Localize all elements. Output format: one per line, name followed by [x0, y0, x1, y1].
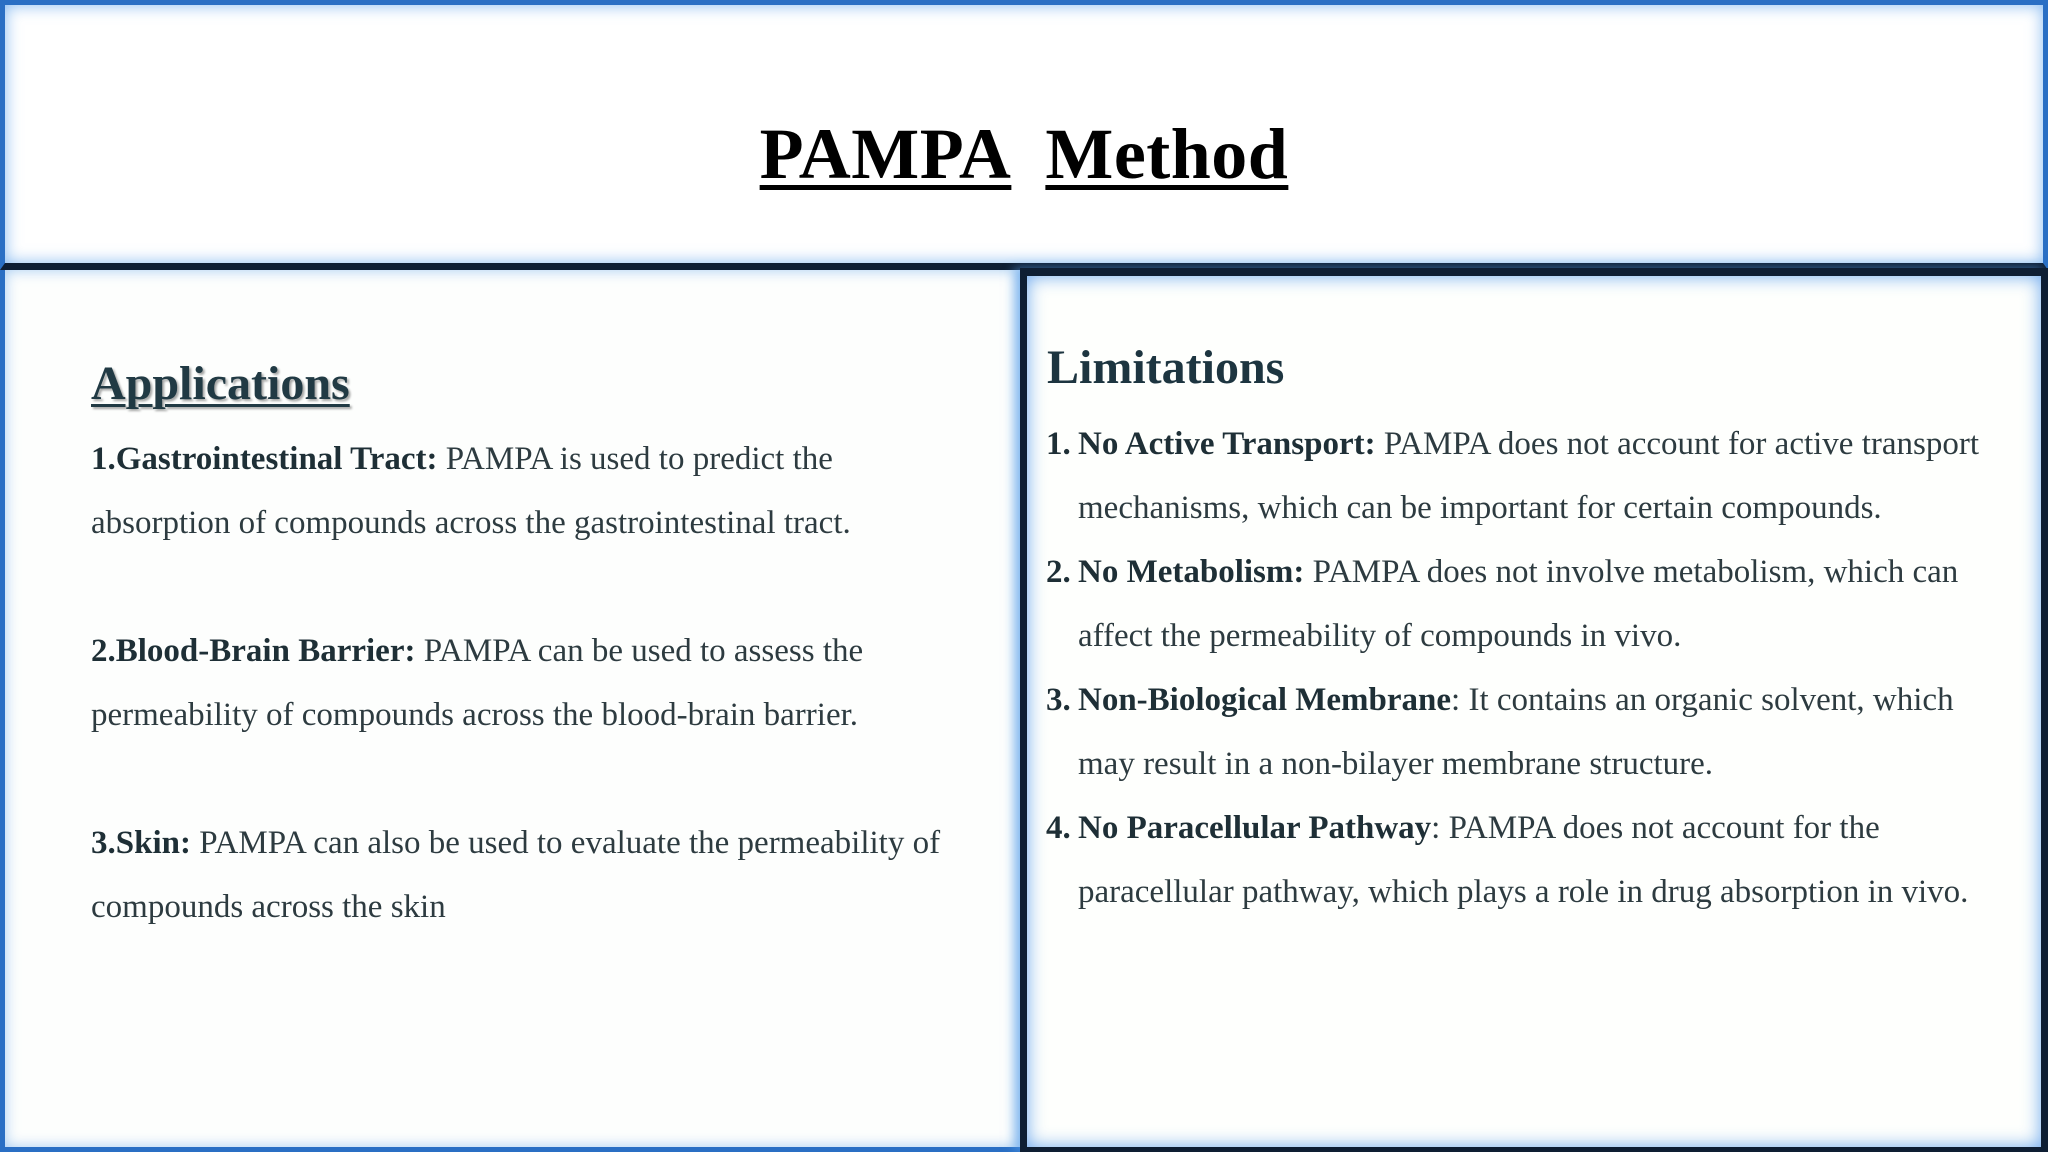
item-number: 2.	[1046, 554, 1071, 590]
limitations-heading: Limitations	[1047, 341, 1285, 394]
list-item	[1046, 412, 1996, 540]
item-label: 1.Gastrointestinal Tract:	[91, 441, 438, 477]
item-number: 1.	[1046, 426, 1071, 462]
list-item	[1046, 668, 1996, 796]
title-word-1: PAMPA	[759, 114, 1012, 194]
list-item	[1046, 540, 1996, 668]
item-text: PAMPA is used to predict the absorption of compounds across the gastrointestinal tract.	[91, 441, 851, 541]
list-item	[1046, 796, 1996, 924]
page-title	[5, 113, 2043, 196]
item-label: No Metabolism:	[1078, 554, 1305, 590]
item-text: : It contains an organic solvent, which may result in a non-bilayer membrane structure.	[1078, 682, 1954, 782]
list-item	[91, 619, 971, 747]
applications-heading: Applications	[91, 357, 350, 410]
item-text: : PAMPA does not account for the paracellular pathway, which plays a role in drug absorption in vivo.	[1078, 810, 1969, 910]
item-number: 3.	[1046, 682, 1071, 718]
list-item	[91, 427, 971, 555]
item-label: 3.Skin:	[91, 825, 191, 861]
item-number: 4.	[1046, 810, 1071, 846]
item-text: PAMPA can also be used to evaluate the permeability of compounds across the skin	[91, 825, 941, 925]
applications-list	[91, 427, 971, 939]
title-word-2: Method	[1045, 114, 1289, 194]
list-item	[91, 811, 971, 939]
item-label: No Active Transport:	[1078, 426, 1376, 462]
item-text: PAMPA does not account for active transport mechanisms, which can be important for certain compounds.	[1078, 426, 1980, 526]
item-label: 2.Blood-Brain Barrier:	[91, 633, 416, 669]
item-label: No Paracellular Pathway	[1078, 810, 1432, 846]
item-text: PAMPA does not involve metabolism, which can affect the permeability of compounds in vivo.	[1078, 554, 1959, 654]
item-text: PAMPA can be used to assess the permeability of compounds across the blood-brain barrier.	[91, 633, 864, 733]
limitations-list	[1046, 412, 1996, 924]
title-panel	[0, 0, 2048, 270]
item-label: Non-Biological Membrane	[1078, 682, 1452, 718]
